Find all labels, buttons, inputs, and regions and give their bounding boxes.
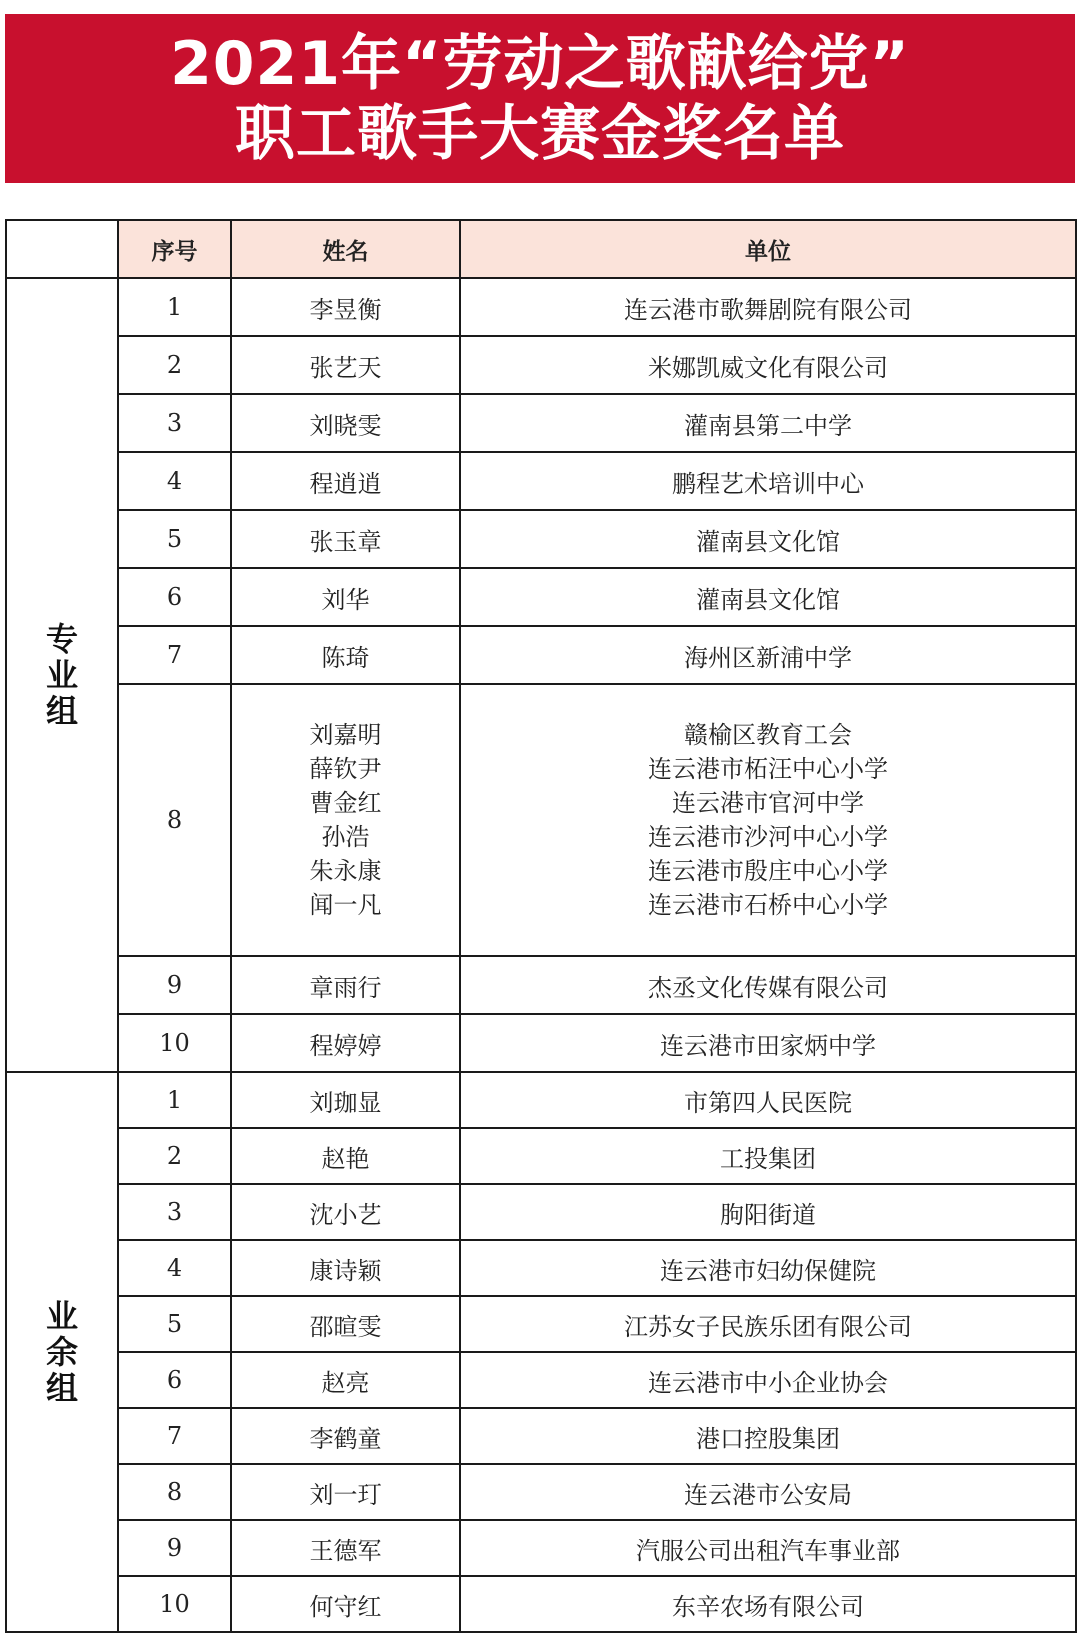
winner-name-cell xyxy=(231,1520,460,1576)
winner-name: 李昱衡 xyxy=(309,295,382,324)
winner-name: 李鹤童 xyxy=(309,1424,382,1453)
winner-name: 张玉章 xyxy=(309,527,382,556)
title-banner xyxy=(5,14,1075,183)
winner-unit: 米娜凯威文化有限公司 xyxy=(648,353,888,382)
row-index: 4 xyxy=(118,452,231,510)
winner-unit-cell xyxy=(460,510,1076,568)
winner-name: 程逍逍 xyxy=(309,469,382,498)
group-label-char: 余 xyxy=(45,1333,78,1371)
winner-unit-cell xyxy=(460,568,1076,626)
table-row xyxy=(6,1296,1076,1352)
winner-unit: 连云港市歌舞剧院有限公司 xyxy=(624,295,912,324)
table-row xyxy=(6,452,1076,510)
winner-unit-cell xyxy=(460,1464,1076,1520)
winner-name-cell xyxy=(231,1184,460,1240)
group-label-char: 业 xyxy=(45,1297,78,1335)
row-index: 3 xyxy=(118,1184,231,1240)
group-label xyxy=(6,278,118,1072)
winner-unit-cell xyxy=(460,1408,1076,1464)
row-index: 9 xyxy=(118,956,231,1014)
row-index: 1 xyxy=(118,278,231,336)
winner-unit-cell xyxy=(460,1520,1076,1576)
winner-unit: 灌南县文化馆 xyxy=(696,527,840,556)
group-label xyxy=(6,1072,118,1632)
winner-name: 刘嘉明 xyxy=(309,721,382,749)
table-row xyxy=(6,956,1076,1014)
table-row xyxy=(6,1240,1076,1296)
table-row xyxy=(6,510,1076,568)
winner-unit-cell xyxy=(460,1128,1076,1184)
table-row xyxy=(6,1128,1076,1184)
row-index: 4 xyxy=(118,1240,231,1296)
winner-name-cell xyxy=(231,452,460,510)
winner-unit: 灌南县文化馆 xyxy=(696,585,840,614)
winner-name-cell xyxy=(231,278,460,336)
table-row xyxy=(6,1576,1076,1632)
winner-unit-cell xyxy=(460,684,1076,956)
table-row xyxy=(6,568,1076,626)
table-row xyxy=(6,1464,1076,1520)
winner-unit-cell xyxy=(460,1240,1076,1296)
winner-unit-cell xyxy=(460,452,1076,510)
winner-name-cell xyxy=(231,1014,460,1072)
winner-name-cell xyxy=(231,568,460,626)
winner-name-cell xyxy=(231,1072,460,1128)
table-row xyxy=(6,1072,1076,1128)
winner-name: 沈小艺 xyxy=(309,1200,382,1229)
table-row xyxy=(6,626,1076,684)
winner-unit: 连云港市田家炳中学 xyxy=(660,1031,876,1060)
winner-name: 刘一玎 xyxy=(309,1480,382,1509)
winner-name: 刘晓雯 xyxy=(309,411,382,440)
winner-unit-cell xyxy=(460,1072,1076,1128)
row-index: 3 xyxy=(118,394,231,452)
winner-name-cell xyxy=(231,336,460,394)
header-name: 姓名 xyxy=(231,220,460,278)
winner-name-cell xyxy=(231,1352,460,1408)
winner-name: 赵亮 xyxy=(321,1368,370,1397)
winner-name: 陈琦 xyxy=(321,643,370,672)
table-header-row xyxy=(6,220,1076,278)
group-label-char: 组 xyxy=(45,1369,78,1407)
winner-name-cell xyxy=(231,684,460,956)
row-index: 6 xyxy=(118,1352,231,1408)
winner-name-cell xyxy=(231,956,460,1014)
winner-name: 刘珈显 xyxy=(309,1088,382,1117)
winner-name-cell xyxy=(231,1296,460,1352)
winner-unit-cell xyxy=(460,956,1076,1014)
winner-name-cell xyxy=(231,1464,460,1520)
winner-unit: 杰丞文化传媒有限公司 xyxy=(648,973,888,1002)
winner-unit: 鹏程艺术培训中心 xyxy=(672,469,864,498)
winner-unit: 连云港市殷庄中心小学 xyxy=(648,857,888,885)
winner-name: 曹金红 xyxy=(309,789,382,817)
winner-unit: 连云港市中小企业协会 xyxy=(648,1368,888,1397)
winner-unit: 连云港市石桥中心小学 xyxy=(648,891,888,919)
table-row xyxy=(6,1408,1076,1464)
winner-unit-cell xyxy=(460,626,1076,684)
winner-name: 刘华 xyxy=(321,585,370,614)
winner-unit-cell xyxy=(460,394,1076,452)
winner-unit: 连云港市妇幼保健院 xyxy=(660,1256,876,1285)
winner-name: 程婷婷 xyxy=(309,1031,382,1060)
winner-name: 朱永康 xyxy=(309,857,382,885)
winner-unit: 灌南县第二中学 xyxy=(684,411,852,440)
winner-name: 邵暄雯 xyxy=(309,1312,382,1341)
winner-name: 孙浩 xyxy=(321,823,370,851)
table-row xyxy=(6,278,1076,336)
winner-unit: 东辛农场有限公司 xyxy=(672,1592,864,1621)
winner-name-cell xyxy=(231,626,460,684)
table-row xyxy=(6,336,1076,394)
winner-unit: 市第四人民医院 xyxy=(684,1088,852,1117)
winner-unit-cell xyxy=(460,336,1076,394)
winner-unit-cell xyxy=(460,1576,1076,1632)
table-row xyxy=(6,684,1076,956)
winner-name-cell xyxy=(231,510,460,568)
winner-name: 闻一凡 xyxy=(309,891,382,919)
header-unit: 单位 xyxy=(460,220,1076,278)
row-index: 6 xyxy=(118,568,231,626)
row-index: 10 xyxy=(118,1576,231,1632)
winner-unit-cell xyxy=(460,1184,1076,1240)
row-index: 10 xyxy=(118,1014,231,1072)
winner-unit: 港口控股集团 xyxy=(696,1424,840,1453)
header-index: 序号 xyxy=(118,220,231,278)
winner-unit-cell xyxy=(460,1352,1076,1408)
winner-name: 章雨行 xyxy=(309,973,382,1002)
winner-name: 王德军 xyxy=(309,1536,382,1565)
row-index: 5 xyxy=(118,510,231,568)
winner-unit-cell xyxy=(460,1296,1076,1352)
winner-unit: 江苏女子民族乐团有限公司 xyxy=(624,1312,912,1341)
table-row xyxy=(6,394,1076,452)
winner-unit: 赣榆区教育工会 xyxy=(684,721,852,749)
table-row xyxy=(6,1520,1076,1576)
winner-unit-cell xyxy=(460,278,1076,336)
winner-unit: 海州区新浦中学 xyxy=(684,643,852,672)
row-index: 9 xyxy=(118,1520,231,1576)
row-index: 5 xyxy=(118,1296,231,1352)
table-row xyxy=(6,1014,1076,1072)
winner-unit: 连云港市公安局 xyxy=(684,1480,852,1509)
row-index: 7 xyxy=(118,1408,231,1464)
table-row xyxy=(6,1352,1076,1408)
row-index: 2 xyxy=(118,336,231,394)
title-line-2: 职工歌手大赛金奖名单 xyxy=(235,98,845,169)
winner-unit-cell xyxy=(460,1014,1076,1072)
group-label-char: 组 xyxy=(45,692,78,730)
winner-name-cell xyxy=(231,1408,460,1464)
winner-unit: 连云港市官河中学 xyxy=(672,789,864,817)
winner-unit: 朐阳街道 xyxy=(720,1200,816,1229)
winner-unit: 汽服公司出租汽车事业部 xyxy=(636,1536,900,1565)
winner-name: 张艺天 xyxy=(309,353,382,382)
table-body xyxy=(6,278,1076,1632)
winner-unit: 工投集团 xyxy=(720,1144,816,1173)
winner-name: 何守红 xyxy=(309,1592,382,1621)
table-row xyxy=(6,1184,1076,1240)
award-table xyxy=(5,219,1077,1633)
winner-name: 薛钦尹 xyxy=(309,755,382,783)
winner-name-cell xyxy=(231,1240,460,1296)
group-label-char: 专 xyxy=(45,620,78,658)
winner-unit: 连云港市柘汪中心小学 xyxy=(648,755,888,783)
winner-name: 赵艳 xyxy=(321,1144,370,1173)
group-label-char: 业 xyxy=(45,656,78,694)
row-index: 2 xyxy=(118,1128,231,1184)
winner-name-cell xyxy=(231,1576,460,1632)
row-index: 8 xyxy=(118,684,231,956)
group-header-cell xyxy=(6,220,118,278)
row-index: 8 xyxy=(118,1464,231,1520)
winner-unit: 连云港市沙河中心小学 xyxy=(648,823,888,851)
winner-name: 康诗颖 xyxy=(309,1256,382,1285)
winner-name-cell xyxy=(231,1128,460,1184)
row-index: 7 xyxy=(118,626,231,684)
row-index: 1 xyxy=(118,1072,231,1128)
winner-name-cell xyxy=(231,394,460,452)
title-line-1: 2021年“劳动之歌献给党” xyxy=(170,28,910,99)
